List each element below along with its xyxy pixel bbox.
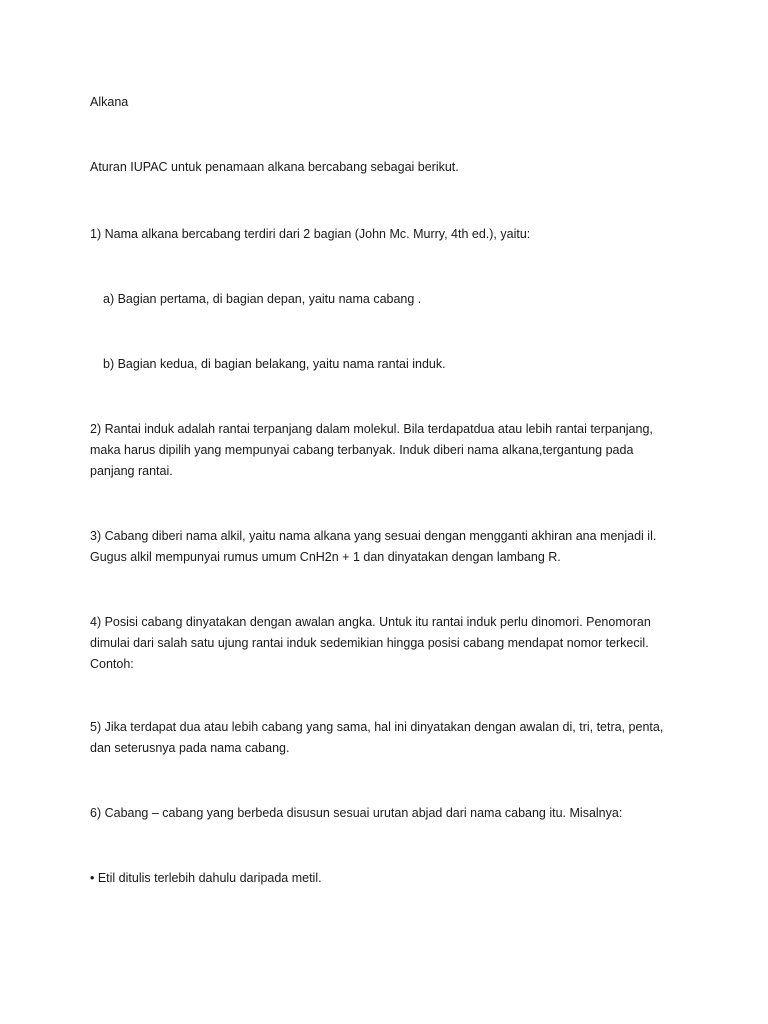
rule-3-line: Gugus alkil mempunyai rumus umum CnH2n + 1 dan dinyatakan dengan lambang R. <box>90 550 561 564</box>
rule-5 <box>90 717 690 759</box>
rule-4-line: dimulai dari salah satu ujung rantai induk sedemikian hingga posisi cabang mendapat nomor terkecil. <box>90 636 649 650</box>
rule-4-line: Contoh: <box>90 657 134 671</box>
rule-1: 1) Nama alkana bercabang terdiri dari 2 bagian (John Mc. Murry, 4th ed.), yaitu: <box>90 227 531 241</box>
intro-paragraph: Aturan IUPAC untuk penamaan alkana bercabang sebagai berikut. <box>90 160 459 174</box>
bullet-item: • Etil ditulis terlebih dahulu daripada metil. <box>90 871 322 885</box>
rule-4-line: 4) Posisi cabang dinyatakan dengan awalan angka. Untuk itu rantai induk perlu dinomori. Penomoran <box>90 615 651 629</box>
rule-3 <box>90 526 690 568</box>
rule-1a: a) Bagian pertama, di bagian depan, yaitu nama cabang . <box>103 292 422 306</box>
rule-1b: b) Bagian kedua, di bagian belakang, yaitu nama rantai induk. <box>103 357 446 371</box>
rule-6: 6) Cabang – cabang yang berbeda disusun sesuai urutan abjad dari nama cabang itu. Misalnya: <box>90 806 623 820</box>
rule-5-line: dan seterusnya pada nama cabang. <box>90 741 290 755</box>
rule-2-line: panjang rantai. <box>90 464 173 478</box>
rule-2 <box>90 419 690 482</box>
rule-2-line: 2) Rantai induk adalah rantai terpanjang dalam molekul. Bila terdapatdua atau lebih rantai terpanjang, <box>90 422 653 436</box>
rule-4 <box>90 612 690 675</box>
rule-3-line: 3) Cabang diberi nama alkil, yaitu nama alkana yang sesuai dengan mengganti akhiran ana menjadi il. <box>90 529 657 543</box>
rule-2-line: maka harus dipilih yang mempunyai cabang terbanyak. Induk diberi nama alkana,tergantung pada <box>90 443 634 457</box>
document-title: Alkana <box>90 95 129 109</box>
rule-5-line: 5) Jika terdapat dua atau lebih cabang yang sama, hal ini dinyatakan dengan awalan di, tri, tetra, penta, <box>90 720 664 734</box>
